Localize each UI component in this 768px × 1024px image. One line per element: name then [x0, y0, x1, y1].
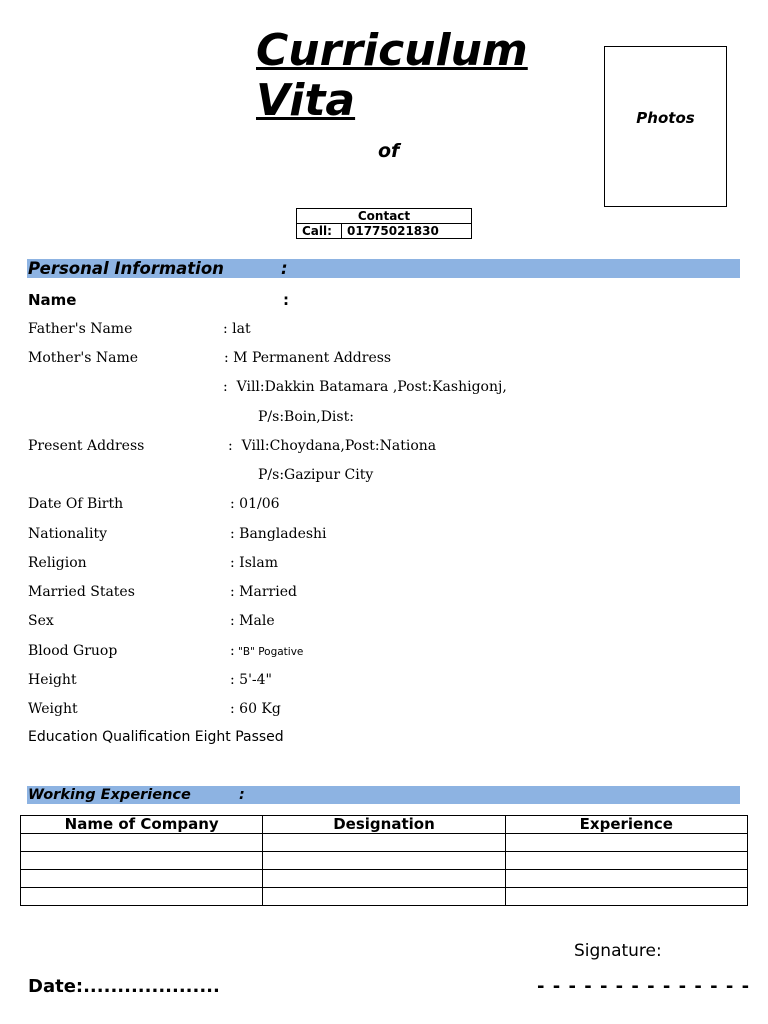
- photo-placeholder: [604, 46, 727, 207]
- table-row: [21, 888, 748, 906]
- blood-group-value: "B" Pogative: [238, 646, 304, 658]
- contact-heading: Contact: [297, 209, 472, 224]
- table-cell: [505, 870, 747, 888]
- table-row: [21, 870, 748, 888]
- present-address-label: Present Address: [28, 438, 145, 454]
- table-row: [21, 852, 748, 870]
- dob-value: : 01/06: [230, 496, 280, 512]
- table-cell: [21, 852, 263, 870]
- education-line: Education Qualification Eight Passed: [28, 729, 284, 745]
- column-header-designation: Designation: [263, 816, 505, 834]
- table-cell: [505, 834, 747, 852]
- height-value: : 5'-4": [230, 672, 272, 688]
- permanent-address-line2: P/s:Boin,Dist:: [258, 409, 354, 425]
- married-label: Married States: [28, 584, 135, 600]
- religion-value: : Islam: [230, 555, 278, 571]
- personal-info-bar: [27, 259, 740, 278]
- religion-label: Religion: [28, 555, 87, 571]
- mother-name-value: : M Permanent Address: [224, 350, 392, 366]
- present-address-line2: P/s:Gazipur City: [258, 467, 374, 483]
- sex-label: Sex: [28, 613, 54, 629]
- table-cell: [21, 834, 263, 852]
- mother-name-label: Mother's Name: [28, 350, 139, 366]
- table-cell: [505, 852, 747, 870]
- date-label: Date:....................: [28, 976, 220, 997]
- table-cell: [263, 870, 505, 888]
- photo-label: Photos: [636, 108, 695, 127]
- table-row: [21, 834, 748, 852]
- table-header-row: [21, 816, 748, 834]
- table-cell: [263, 834, 505, 852]
- present-address-line1: : Vill:Choydana,Post:Nationa: [228, 438, 437, 454]
- table-cell: [21, 870, 263, 888]
- column-header-experience: Experience: [505, 816, 747, 834]
- table-cell: [263, 852, 505, 870]
- signature-line: - - - - - - - - - - - - - -: [537, 976, 751, 997]
- call-label: Call:: [297, 224, 342, 239]
- contact-table: [296, 208, 472, 239]
- name-label: Name: [28, 291, 77, 309]
- weight-value: : 60 Kg: [230, 701, 281, 717]
- father-name-label: Father's Name: [28, 321, 133, 337]
- cv-title-line2: Vita: [256, 75, 356, 126]
- dob-label: Date Of Birth: [28, 496, 124, 512]
- personal-info-title: Personal Information: [28, 259, 224, 278]
- name-colon: :: [283, 291, 289, 309]
- blood-group-label: Blood Gruop: [28, 643, 118, 659]
- height-label: Height: [28, 672, 77, 688]
- table-cell: [263, 888, 505, 906]
- of-label: of: [378, 140, 400, 162]
- sex-value: : Male: [230, 613, 275, 629]
- work-experience-colon: :: [239, 787, 245, 803]
- table-cell: [505, 888, 747, 906]
- work-experience-title: Working Experience: [28, 787, 191, 803]
- work-experience-table: [20, 815, 748, 906]
- cv-title-line1: Curriculum: [256, 25, 528, 76]
- call-number: 01775021830: [342, 224, 472, 239]
- nationality-value: : Bangladeshi: [230, 526, 327, 542]
- personal-info-colon: :: [281, 259, 288, 278]
- work-experience-bar: [27, 786, 740, 804]
- column-header-company: Name of Company: [21, 816, 263, 834]
- weight-label: Weight: [28, 701, 78, 717]
- nationality-label: Nationality: [28, 526, 107, 542]
- table-cell: [21, 888, 263, 906]
- married-value: : Married: [230, 584, 297, 600]
- father-name-value: : lat: [223, 321, 251, 337]
- signature-label: Signature:: [574, 941, 662, 961]
- permanent-address-line1: : Vill:Dakkin Batamara ,Post:Kashigonj,: [223, 379, 507, 395]
- blood-group-colon: :: [230, 643, 235, 659]
